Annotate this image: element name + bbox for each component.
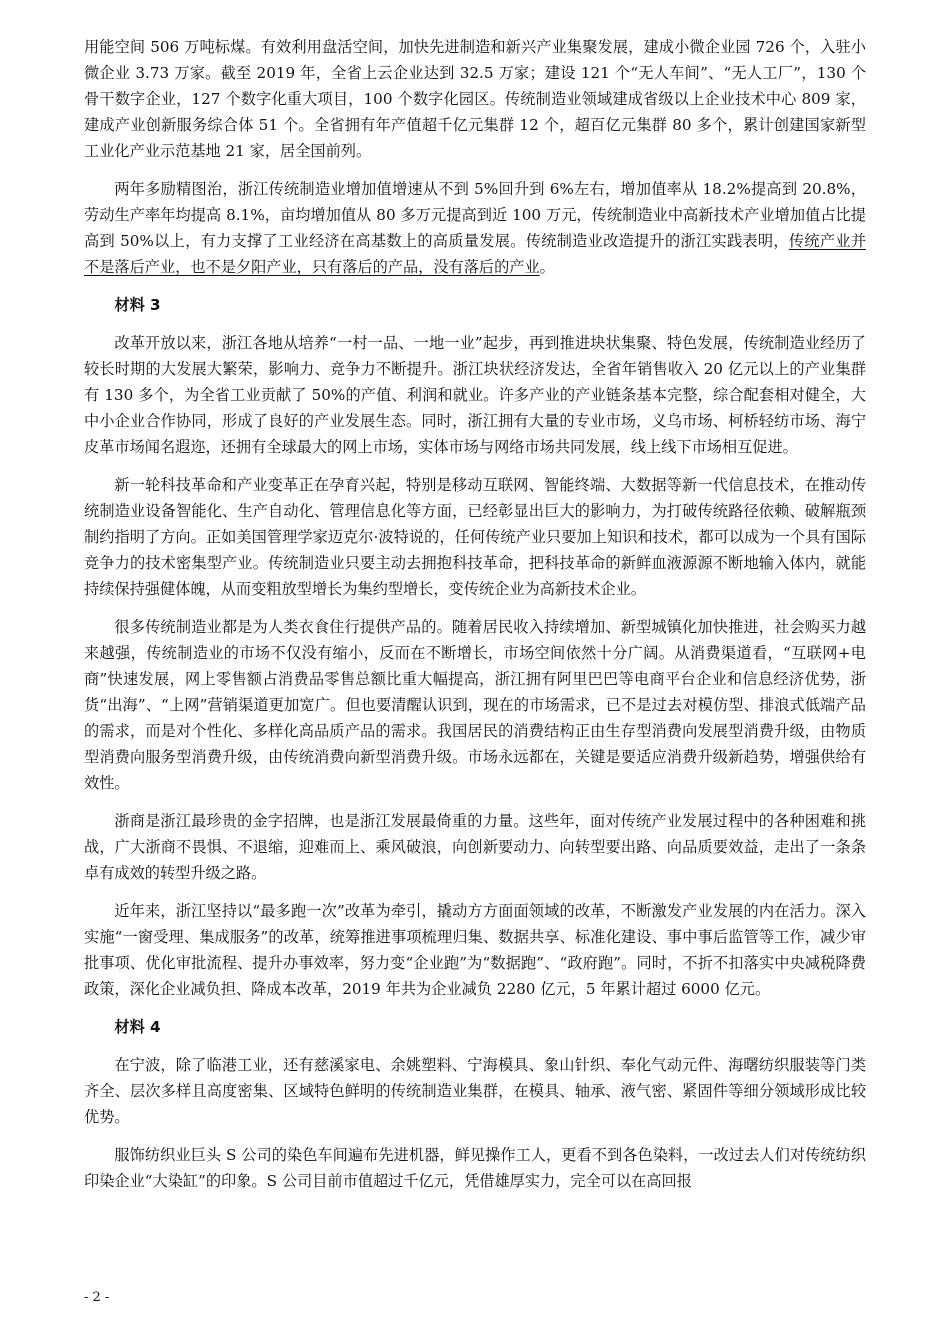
paragraph-1: 用能空间 506 万吨标煤。有效利用盘活空间，加快先进制造和新兴产业集聚发展，建成小微企业园 726 个，入驻小微企业 3.73 万家。截至 2019 年，全省上云企业达到 32.5 万家；建设 121 个“无人车间”、“无人工厂”，130 个骨干数字企业，127 个数字化重大项目，100 个数字化园区。传统制造业领域建成省级以上企业技术中心 809 家，建成产业创新服务综合体 51 个。全省拥有年产值超千亿元集群 12 个，超百亿元集群 80 多个，累计创建国家新型工业化产业示范基地 21 家，居全国前列。 — [84, 38, 866, 160]
paragraph-8: 在宁波，除了临港工业，还有慈溪家电、余姚塑料、宁海模具、象山针织、奉化气动元件、海曙纺织服装等门类齐全、层次多样且高度密集、区域特色鲜明的传统制造业集群，在模具、轴承、液气密、紧固件等细分领域形成比较优势。 — [84, 1056, 866, 1126]
paragraph-6: 浙商是浙江最珍贵的金字招牌，也是浙江发展最倚重的力量。这些年，面对传统产业发展过程中的各种困难和挑战，广大浙商不畏惧、不退缩，迎难而上、乘风破浪，向创新要动力、向转型要出路、向品质要效益，走出了一条条卓有成效的转型升级之路。 — [84, 812, 866, 882]
paragraph-2-end: 。 — [539, 258, 555, 276]
paragraph-2 — [84, 176, 866, 280]
paragraph-5: 很多传统制造业都是为人类衣食住行提供产品的。随着居民收入持续增加、新型城镇化加快推进，社会购买力越来越强，传统制造业的市场不仅没有缩小，反而在不断增长，市场空间依然十分广阔。从消费渠道看，“互联网+电商”快速发展，网上零售额占消费品零售总额比重大幅提高，浙江拥有阿里巴巴等电商平台企业和信息经济优势，浙货“出海”、“上网”营销渠道更加宽广。但也要清醒认识到，现在的市场需求，已不是过去对模仿型、排浪式低端产品的需求，而是对个性化、多样化高品质产品的需求。我国居民的消费结构正由生存型消费向发展型消费升级，由物质型消费向服务型消费升级，由传统消费向新型消费升级。市场永远都在，关键是要适应消费升级新趋势，增强供给有效性。 — [84, 618, 866, 792]
paragraph-9: 服饰纺织业巨头 S 公司的染色车间遍布先进机器，鲜见操作工人，更看不到各色染料，一改过去人们对传统纺织印染企业“大染缸”的印象。S 公司目前市值超过千亿元，凭借雄厚实力，完全可以在高回报 — [84, 1146, 866, 1190]
document-body — [84, 34, 866, 1194]
underlined-conclusion: 传统产业并不是落后产业，也不是夕阳产业，只有落后的产品，没有落后的产业 — [84, 232, 867, 276]
paragraph-4: 新一轮科技革命和产业变革正在孕育兴起，特别是移动互联网、智能终端、大数据等新一代信息技术，在推动传统制造业设备智能化、生产自动化、管理信息化等方面，已经彰显出巨大的影响力，为打破传统路径依赖、破解瓶颈制约指明了方向。正如美国管理学家迈克尔·波特说的，任何传统产业只要加上知识和技术，都可以成为一个具有国际竞争力的技术密集型产业。传统制造业只要主动去拥抱科技革命，把科技革命的新鲜血液源源不断地输入体内，就能持续保持强健体魄，从而变粗放型增长为集约型增长，变传统企业为高新技术企业。 — [84, 476, 866, 598]
paragraph-2-text: 两年多励精图治，浙江传统制造业增加值增速从不到 5%回升到 6%左右，增加值率从 18.2%提高到 20.8%，劳动生产率年均提高 8.1%，亩均增加值从 80 多万元提高到近 100 万元，传统制造业中高新技术产业增加值占比提高到 50%以上，有力支撑了工业经济在高基数上的高质量发展。传统制造业改造提升的浙江实践表明， — [84, 180, 866, 250]
paragraph-7: 近年来，浙江坚持以“最多跑一次”改革为牵引，撬动方方面面领域的改革，不断激发产业发展的内在活力。深入实施“一窗受理、集成服务”的改革，统筹推进事项梳理归集、数据共享、标准化建设、事中事后监管等工作，减少审批事项、优化审批流程、提升办事效率，努力变“企业跑”为“数据跑”、“政府跑”。同时，不折不扣落实中央减税降费政策，深化企业减负担、降成本改革，2019 年共为企业减负 2280 亿元，5 年累计超过 6000 亿元。 — [84, 902, 866, 998]
material-3-heading: 材料 3 — [114, 296, 161, 314]
page-number: - 2 - — [84, 1290, 110, 1305]
material-4-heading: 材料 4 — [114, 1018, 161, 1036]
paragraph-3: 改革开放以来，浙江各地从培养“一村一品、一地一业”起步，再到推进块状集聚、特色发展，传统制造业经历了较长时期的大发展大繁荣，影响力、竞争力不断提升。浙江块状经济发达，全省年销售收入 20 亿元以上的产业集群有 130 多个，为全省工业贡献了 50%的产值、利润和就业。许多产业的产业链条基本完整，综合配套相对健全，大中小企业合作协同，形成了良好的产业发展生态。同时，浙江拥有大量的专业市场，义乌市场、柯桥轻纺市场、海宁皮革市场闻名遐迩，还拥有全球最大的网上市场，实体市场与网络市场共同发展，线上线下市场相互促进。 — [84, 334, 866, 456]
